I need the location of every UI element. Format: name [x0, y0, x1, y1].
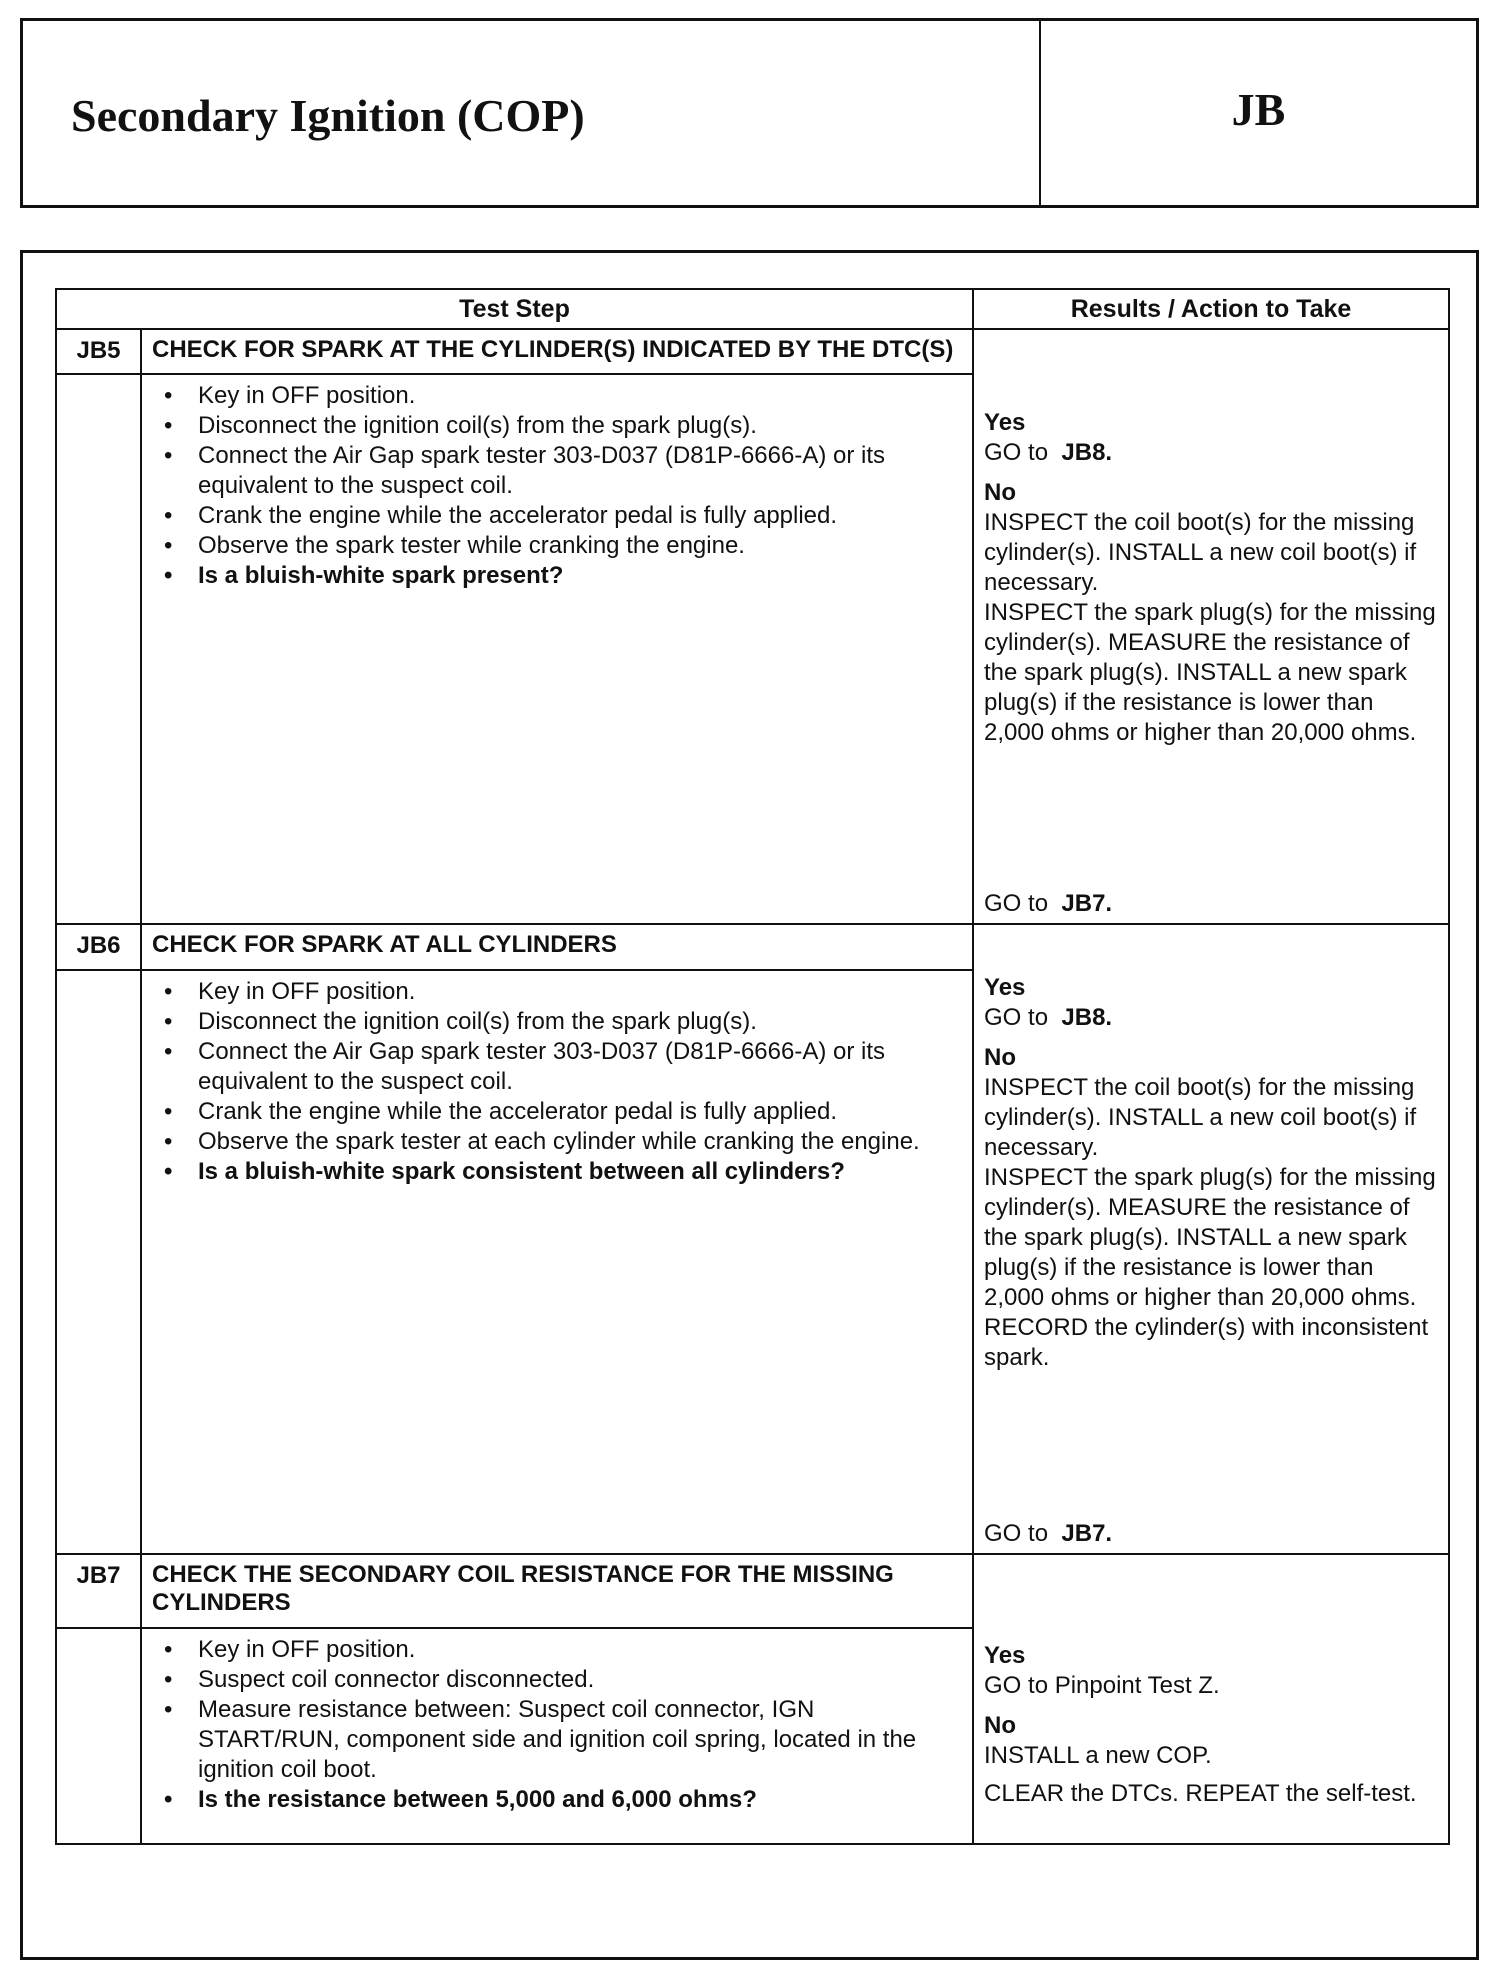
no-goto-text: GO to	[984, 890, 1049, 917]
yes-label: Yes	[984, 1642, 1026, 1669]
list-item: • Disconnect the ignition coil(s) from the spark plug(s).	[162, 411, 962, 441]
list-item: • Measure resistance between: Suspect coil connector, IGN START/RUN, component side and ignition coil spring, located in the ignition coil boot.	[162, 1695, 962, 1785]
list-item: • Disconnect the ignition coil(s) from the spark plug(s).	[162, 1007, 962, 1037]
no-action-line: INSPECT the coil boot(s) for the missing cylinder(s). INSTALL a new coil boot(s) if necessary.	[984, 1074, 1417, 1161]
no-action-line: CLEAR the DTCs. REPEAT the self-test.	[984, 1780, 1417, 1807]
step-id-spacer	[56, 970, 141, 1554]
no-goto-target: JB7.	[1061, 1520, 1113, 1547]
step-title: CHECK THE SECONDARY COIL RESISTANCE FOR THE MISSING CYLINDERS	[141, 1554, 973, 1628]
yes-action	[984, 438, 1440, 468]
no-action-goto	[984, 1519, 1112, 1549]
table-row-jb5	[56, 329, 1449, 374]
step-question: • Is a bluish-white spark consistent between all cylinders?	[162, 1157, 962, 1187]
yes-label: Yes	[984, 974, 1026, 1001]
step-body	[141, 1628, 973, 1844]
table-row-jb6	[56, 924, 1449, 970]
step-id: JB6	[56, 924, 141, 970]
test-frame	[20, 250, 1479, 1960]
table-header-row	[56, 289, 1449, 329]
step-title: CHECK FOR SPARK AT THE CYLINDER(S) INDICATED BY THE DTC(S)	[141, 329, 973, 374]
yes-action	[984, 1003, 1440, 1033]
no-action-line: INSPECT the spark plug(s) for the missing cylinder(s). MEASURE the resistance of the spark plug(s). INSTALL a new spark plug(s) if the resistance is lower than 2,000 ohms or higher than 20,000 ohms.	[984, 599, 1436, 746]
list-item: • Key in OFF position.	[162, 1635, 962, 1665]
step-question: • Is the resistance between 5,000 and 6,000 ohms?	[162, 1785, 962, 1815]
table-row-jb7	[56, 1554, 1449, 1628]
step-result	[973, 329, 1449, 924]
list-item: • Key in OFF position.	[162, 977, 962, 1007]
no-action-line: INSPECT the spark plug(s) for the missing cylinder(s). MEASURE the resistance of the spark plug(s). INSTALL a new spark plug(s) if the resistance is lower than 2,000 ohms or higher than 20,000 ohms.	[984, 1164, 1436, 1311]
list-item: • Observe the spark tester at each cylinder while cranking the engine.	[162, 1127, 962, 1157]
step-bullet-list	[162, 977, 962, 1187]
list-item: • Crank the engine while the accelerator pedal is fully applied.	[162, 1097, 962, 1127]
test-step-table	[55, 288, 1450, 1845]
column-header-test-step: Test Step	[56, 289, 973, 329]
yes-goto-text: GO to	[984, 1004, 1049, 1031]
column-header-results: Results / Action to Take	[973, 289, 1449, 329]
step-result	[973, 924, 1449, 1554]
no-action-goto	[984, 889, 1112, 919]
step-bullet-list	[162, 381, 962, 591]
no-action-line: RECORD the cylinder(s) with inconsistent spark.	[984, 1314, 1429, 1371]
no-label: No	[984, 1044, 1017, 1071]
no-action-line: INSTALL a new COP.	[984, 1742, 1212, 1769]
step-body	[141, 374, 973, 924]
yes-label: Yes	[984, 409, 1026, 436]
step-id: JB5	[56, 329, 141, 374]
no-goto-target: JB7.	[1061, 890, 1113, 917]
page-title: Secondary Ignition (COP)	[23, 21, 1041, 205]
step-title: CHECK FOR SPARK AT ALL CYLINDERS	[141, 924, 973, 970]
list-item: • Key in OFF position.	[162, 381, 962, 411]
list-item: • Observe the spark tester while cranking the engine.	[162, 531, 962, 561]
no-action-line: INSPECT the coil boot(s) for the missing cylinder(s). INSTALL a new coil boot(s) if necessary.	[984, 509, 1417, 596]
step-question: • Is a bluish-white spark present?	[162, 561, 962, 591]
section-code: JB	[1231, 83, 1286, 135]
step-id: JB7	[56, 1554, 141, 1628]
list-item: • Connect the Air Gap spark tester 303-D037 (D81P-6666-A) or its equivalent to the suspect coil.	[162, 1037, 962, 1097]
step-result	[973, 1554, 1449, 1844]
yes-goto-text: GO to	[984, 439, 1049, 466]
page-header	[20, 18, 1479, 208]
no-label: No	[984, 1712, 1017, 1739]
step-id-spacer	[56, 374, 141, 924]
list-item: • Crank the engine while the accelerator pedal is fully applied.	[162, 501, 962, 531]
yes-action: GO to Pinpoint Test Z.	[984, 1672, 1220, 1699]
step-bullet-list	[162, 1635, 962, 1815]
no-goto-text: GO to	[984, 1520, 1049, 1547]
list-item: • Connect the Air Gap spark tester 303-D037 (D81P-6666-A) or its equivalent to the suspect coil.	[162, 441, 962, 501]
step-body	[141, 970, 973, 1554]
yes-goto-target: JB8.	[1061, 1004, 1113, 1031]
yes-goto-target: JB8.	[1061, 439, 1113, 466]
no-label: No	[984, 479, 1017, 506]
list-item: • Suspect coil connector disconnected.	[162, 1665, 962, 1695]
step-id-spacer	[56, 1628, 141, 1844]
